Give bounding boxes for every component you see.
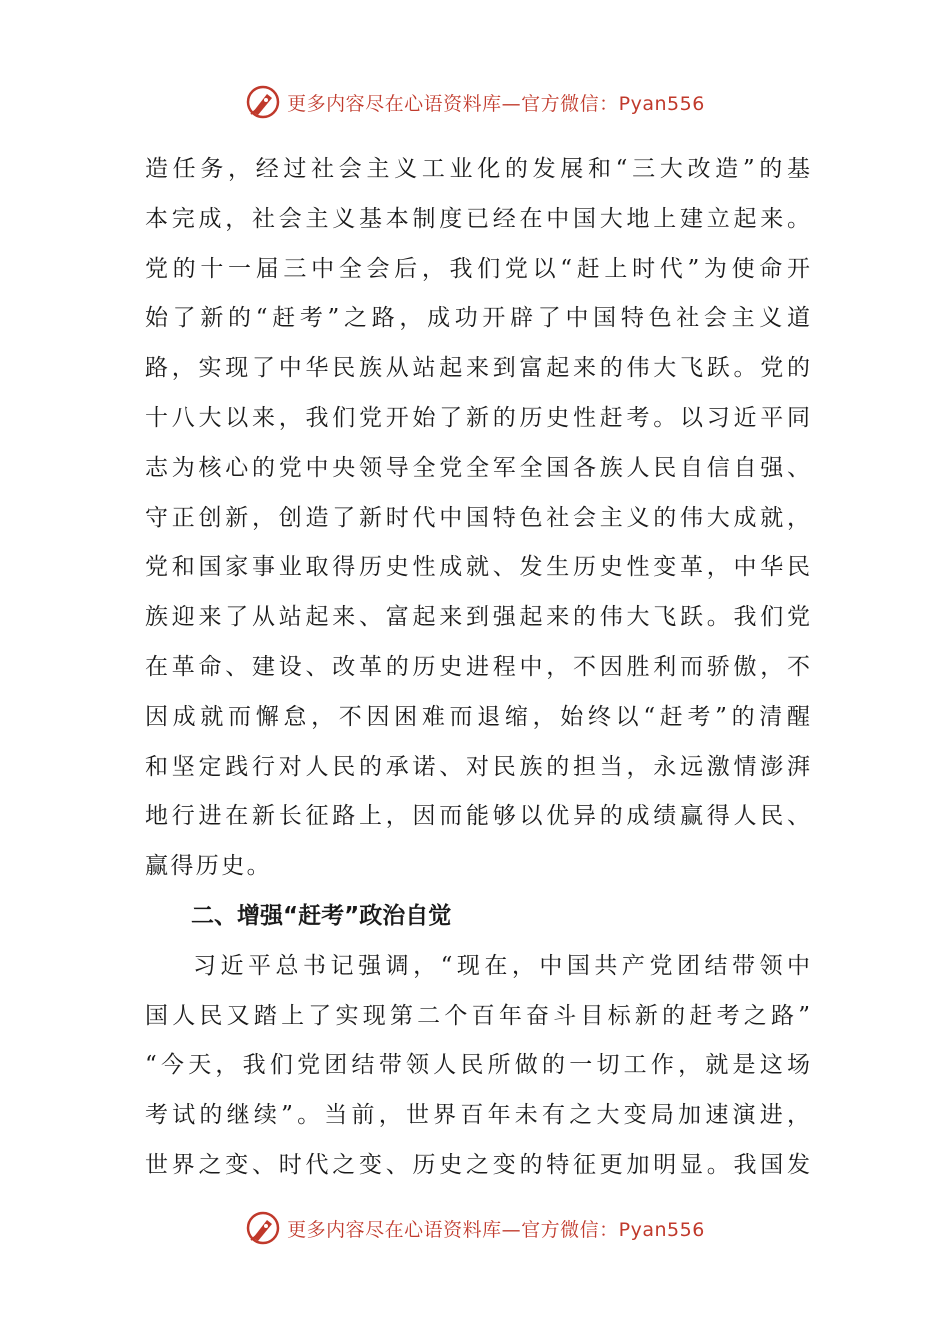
text-line: 因成就而懈怠，不因困难而退缩，始终以“赶考”的清醒: [145, 703, 810, 730]
document-body: [145, 145, 810, 1191]
text-line: 党和国家事业取得历史性成就、发生历史性变革，中华民: [145, 554, 810, 581]
text-line: 地行进在新长征路上，因而能够以优异的成绩赢得人民、: [145, 803, 810, 830]
banner-text: 更多内容尽在心语资料库—官方微信：Pyan556: [287, 92, 705, 115]
banner-text: 更多内容尽在心语资料库—官方微信：Pyan556: [287, 1218, 705, 1241]
text-line: “今天，我们党团结带领人民所做的一切工作，就是这场: [145, 1052, 810, 1079]
text-line: 考试的继续”。当前，世界百年未有之大变局加速演进，: [145, 1102, 810, 1129]
text-line: 在革命、建设、改革的历史进程中，不因胜利而骄傲，不: [145, 653, 810, 680]
text-line: 造任务，经过社会主义工业化的发展和“三大改造”的基: [145, 156, 810, 182]
section-heading: 二、增强“赶考”政治自觉: [191, 902, 452, 929]
pen-nib-circle-icon: [245, 84, 281, 120]
header-banner: [0, 82, 950, 122]
text-line: 守正创新，创造了新时代中国特色社会主义的伟大成就，: [145, 504, 810, 531]
text-line: 本完成，社会主义基本制度已经在中国大地上建立起来。: [145, 205, 810, 232]
text-line: 志为核心的党中央领导全党全军全国各族人民自信自强、: [145, 454, 810, 481]
text-line: 和坚定践行对人民的承诺、对民族的担当，永远激情澎湃: [145, 753, 810, 780]
text-line: 习近平总书记强调，“现在，中国共产党团结带领中: [193, 952, 810, 979]
text-line: 路，实现了中华民族从站起来到富起来的伟大飞跃。党的: [145, 355, 810, 382]
text-line: 世界之变、时代之变、历史之变的特征更加明显。我国发: [145, 1151, 810, 1178]
text-line: 赢得历史。: [145, 853, 272, 880]
text-line: 十八大以来，我们党开始了新的历史性赶考。以习近平同: [145, 404, 810, 431]
footer-banner: [0, 1208, 950, 1248]
text-line: 国人民又踏上了实现第二个百年奋斗目标新的赶考之路”: [145, 1002, 810, 1029]
text-line: 始了新的“赶考”之路，成功开辟了中国特色社会主义道: [145, 305, 810, 332]
pen-nib-circle-icon: [245, 1210, 281, 1246]
text-line: 党的十一届三中全会后，我们党以“赶上时代”为使命开: [145, 255, 810, 282]
text-line: 族迎来了从站起来、富起来到强起来的伟大飞跃。我们党: [145, 604, 810, 631]
